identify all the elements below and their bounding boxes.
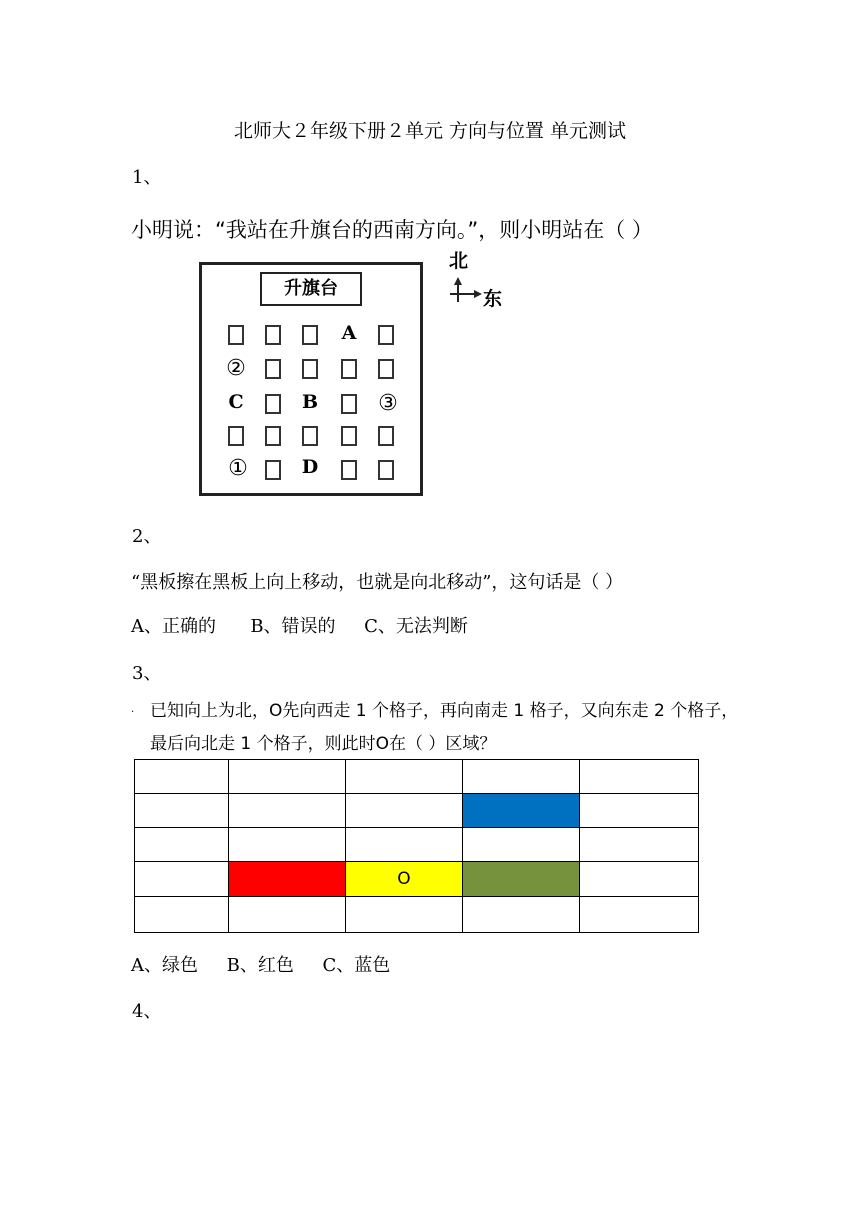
seat-square — [341, 460, 357, 480]
grid-cell — [134, 896, 229, 933]
seat-square — [302, 359, 318, 379]
position-label-2: ② — [226, 356, 246, 381]
compass-north-label: 北 — [449, 250, 469, 272]
grid-cell — [345, 896, 463, 933]
question-4-number: 4、 — [132, 1001, 162, 1022]
question-2-number: 2、 — [132, 526, 162, 547]
seat-square — [265, 325, 281, 345]
position-label-d: D — [301, 456, 319, 478]
direction-grid — [134, 759, 699, 933]
grid-cell — [462, 896, 580, 933]
grid-cell — [228, 759, 346, 794]
green-cell — [462, 861, 580, 897]
grid-cell — [462, 759, 580, 794]
position-label-3: ③ — [378, 391, 398, 416]
seat-square — [228, 325, 244, 345]
position-label-c: C — [228, 391, 244, 413]
compass-east-label: 东 — [483, 288, 503, 310]
grid-cell — [134, 793, 229, 828]
blue-cell — [462, 793, 580, 828]
seat-square — [378, 460, 394, 480]
grid-cell — [345, 827, 463, 862]
grid-cell — [228, 896, 346, 933]
seat-square — [378, 325, 394, 345]
question-2-options: A、正确的 B、错误的 C、无法判断 — [131, 616, 468, 637]
grid-cell — [462, 827, 580, 862]
seat-square — [265, 460, 281, 480]
grid-cell — [228, 827, 346, 862]
question-3-options: A、绿色 B、红色 C、蓝色 — [131, 955, 391, 976]
grid-cell — [579, 759, 699, 794]
question-3-text-line1: 已知向上为北，O先向西走 1 个格子，再向南走 1 格子，又向东走 2 个格子， — [150, 701, 739, 721]
seat-square — [265, 426, 281, 446]
grid-cell — [345, 759, 463, 794]
seat-square — [341, 394, 357, 414]
seat-square — [341, 426, 357, 446]
yellow-cell-with-marker: O — [345, 861, 463, 897]
question-3-number: 3、 — [132, 663, 162, 684]
grid-cell — [579, 896, 699, 933]
position-label-1: ① — [228, 456, 248, 481]
grid-cell — [134, 861, 229, 897]
seat-square — [265, 394, 281, 414]
red-cell — [228, 861, 346, 897]
grid-cell — [579, 827, 699, 862]
grid-cell — [579, 861, 699, 897]
seat-square — [378, 426, 394, 446]
grid-cell — [134, 827, 229, 862]
seat-square — [228, 426, 244, 446]
question-1-text: 小明说：“我站在升旗台的西南方向。”，则小明站在（ ） — [131, 218, 653, 242]
seat-square — [341, 359, 357, 379]
seat-square — [378, 359, 394, 379]
seat-square — [265, 359, 281, 379]
position-label-b: B — [301, 391, 319, 413]
grid-cell — [134, 759, 229, 794]
grid-cell — [579, 793, 699, 828]
seat-square — [302, 325, 318, 345]
bullet-dot: . — [131, 704, 135, 715]
question-1-number: 1、 — [132, 167, 162, 188]
compass-arrows-icon — [448, 276, 484, 304]
question-3-text-line2: 最后向北走 1 个格子，则此时O在（ ）区域？ — [150, 734, 497, 754]
position-label-a: A — [341, 322, 357, 344]
grid-cell — [345, 793, 463, 828]
question-2-text: “黑板擦在黑板上向上移动，也就是向北移动”，这句话是（ ） — [131, 572, 624, 593]
seat-square — [302, 426, 318, 446]
page-title: 北师大２年级下册２单元 方向与位置 单元测试 — [233, 120, 627, 142]
flag-platform-label: 升旗台 — [260, 272, 362, 306]
grid-cell — [228, 793, 346, 828]
